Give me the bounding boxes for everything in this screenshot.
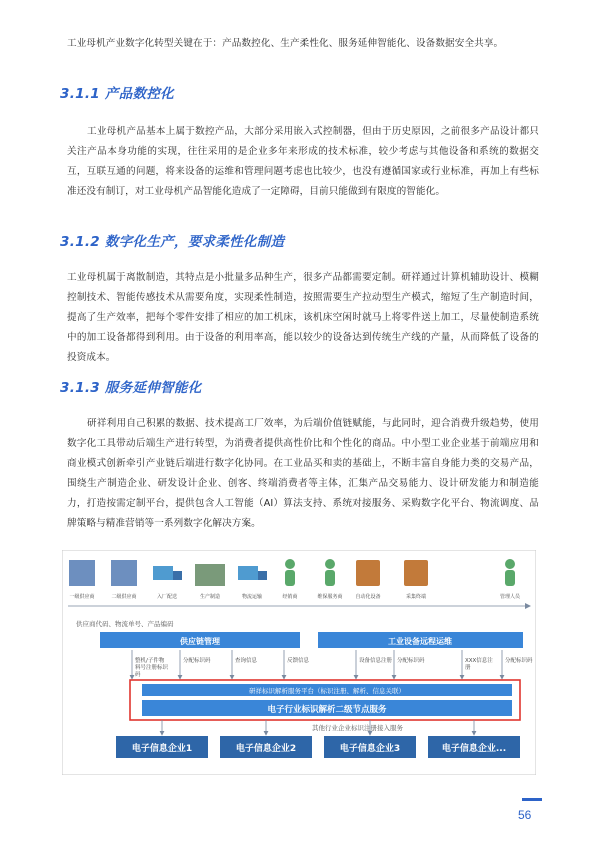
warehouse-icon — [111, 560, 137, 586]
intro-paragraph: 工业母机产业数字化转型关键在于：产品数控化、生产柔性化、服务延伸智能化、设备数据安全共享。 — [67, 38, 504, 49]
sub-label: 分配标识码 — [397, 658, 425, 664]
section-paragraph-3-1-3: 研祥利用自己积累的数据、技术提高工厂效率，为后端价值链赋能，与此同时，迎合消费升级趋势，使用数字化工具带动后端生产进行转型，为消费者提供高性价比和个性化的商品。中小型工业企业基于前端应用和商业模式创新牵引产业链后端进行数字化协同。在工业品买和卖的基础上，不断丰富自身能力类的交易产品，围绕生产制造企业、研发设计企业、创客、终端消费者等主体，汇集产品交易能力、设计研发能力和制造能力，打造按需定制平台，提供包含人工智能（AI）算法支持、系统对接服务、采购数字化平台、物流调度、品牌策略与精准营销等一系列数字化解决方案。 — [67, 418, 539, 529]
truck-cab-icon — [258, 571, 267, 580]
node-service: 电子行业标识解析二级节点服务 — [267, 705, 387, 715]
section-heading-3-1-1: 3.1.1 产品数控化 — [60, 86, 174, 102]
remote-ops-label: 工业设备远程运维 — [388, 637, 452, 646]
truck-icon — [238, 566, 258, 580]
robot-arm-icon — [356, 560, 380, 586]
warehouse-icon — [69, 560, 95, 586]
section-heading-3-1-3: 3.1.3 服务延伸智能化 — [60, 380, 202, 396]
person-body-icon — [325, 570, 335, 586]
entity-label: 生产制造 — [199, 594, 221, 600]
robot-arm-icon — [404, 560, 428, 586]
section-heading-3-1-2: 3.1.2 数字化生产，要求柔性化制造 — [60, 234, 285, 250]
person-body-icon — [505, 570, 515, 586]
enterprise-label: 电子信息企业1 — [131, 744, 193, 754]
entity-label: 维保服务商 — [317, 594, 343, 600]
entity-label: 一级供应商 — [69, 594, 95, 600]
sub-label: 整机/子件物料号注册标识码 — [135, 658, 169, 678]
entity-label: 采集终端 — [405, 594, 427, 600]
page-number-rule — [522, 798, 542, 801]
sub-label: 分配标识码 — [183, 658, 211, 664]
supply-chain-label: 供应链管理 — [180, 637, 220, 646]
entity-label: 入厂配送 — [156, 594, 178, 600]
truck-icon — [153, 566, 173, 580]
sub-label: 反馈信息 — [287, 658, 310, 664]
platform-line: 研祥标识解析服务平台（标识注册、解析、信息关联） — [249, 687, 405, 695]
entity-label: 物流运输 — [241, 594, 263, 600]
access-note: 其他行业企业标识注册接入服务 — [312, 724, 403, 732]
truck-cab-icon — [173, 571, 182, 580]
data-stream-note: 供应商代码、物流单号、产品编码 — [76, 620, 174, 628]
sub-label: 分配标识码 — [505, 658, 533, 664]
section-paragraph-3-1-2: 工业母机属于离散制造，其特点是小批量多品种生产，很多产品都需要定制。研祥通过计算机辅助设计、模糊控制技术、智能传感技术从需要角度，实现柔性制造，按照需要生产拉动型生产模式，缩短了生产制造时间，提高了生产效率，把每个零件安排了相应的加工机床，该机床空闲时就马上将零件送上加工，尽量使制造系统中的加工设备都得到利用。由于设备的利用率高，能以较少的设备达到传统生产线的产量，从而降低了设备的投资成本。 — [67, 272, 539, 363]
sub-label: 查询信息 — [235, 658, 258, 664]
person-icon — [505, 559, 515, 569]
identifier-resolution-diagram — [62, 550, 536, 775]
page-number: 56 — [518, 808, 532, 822]
enterprise-label: 电子信息企业3 — [339, 744, 401, 754]
enterprise-label: 电子信息企业... — [441, 744, 507, 754]
entity-label: 经销商 — [282, 594, 298, 600]
sub-label: 设备信息注册 — [359, 658, 393, 664]
person-icon — [325, 559, 335, 569]
factory-icon — [195, 564, 225, 586]
enterprise-label: 电子信息企业2 — [235, 744, 297, 754]
sub-label: XXX信息注册 — [465, 658, 493, 671]
section-paragraph-3-1-1: 工业母机产品基本上属于数控产品，大部分采用嵌入式控制器，但由于历史原因，之前很多产品设计都只关注产品本身功能的实现，往往采用的是企业多年来形成的技术标准，较少考虑与其他设备和系统的数据交互，互联互通的问题，将来设备的运维和管理问题考虑也比较少，也没有遵循国家或行业标准，再加上有些标准还没有制订，对工业母机产品智能化造成了一定障碍，目前只能做到有限度的智能化。 — [67, 126, 539, 197]
entity-label: 自动化设备 — [355, 594, 381, 600]
person-icon — [285, 559, 295, 569]
entity-label: 二级供应商 — [111, 594, 137, 600]
entity-label: 管理人员 — [499, 594, 521, 600]
person-body-icon — [285, 570, 295, 586]
